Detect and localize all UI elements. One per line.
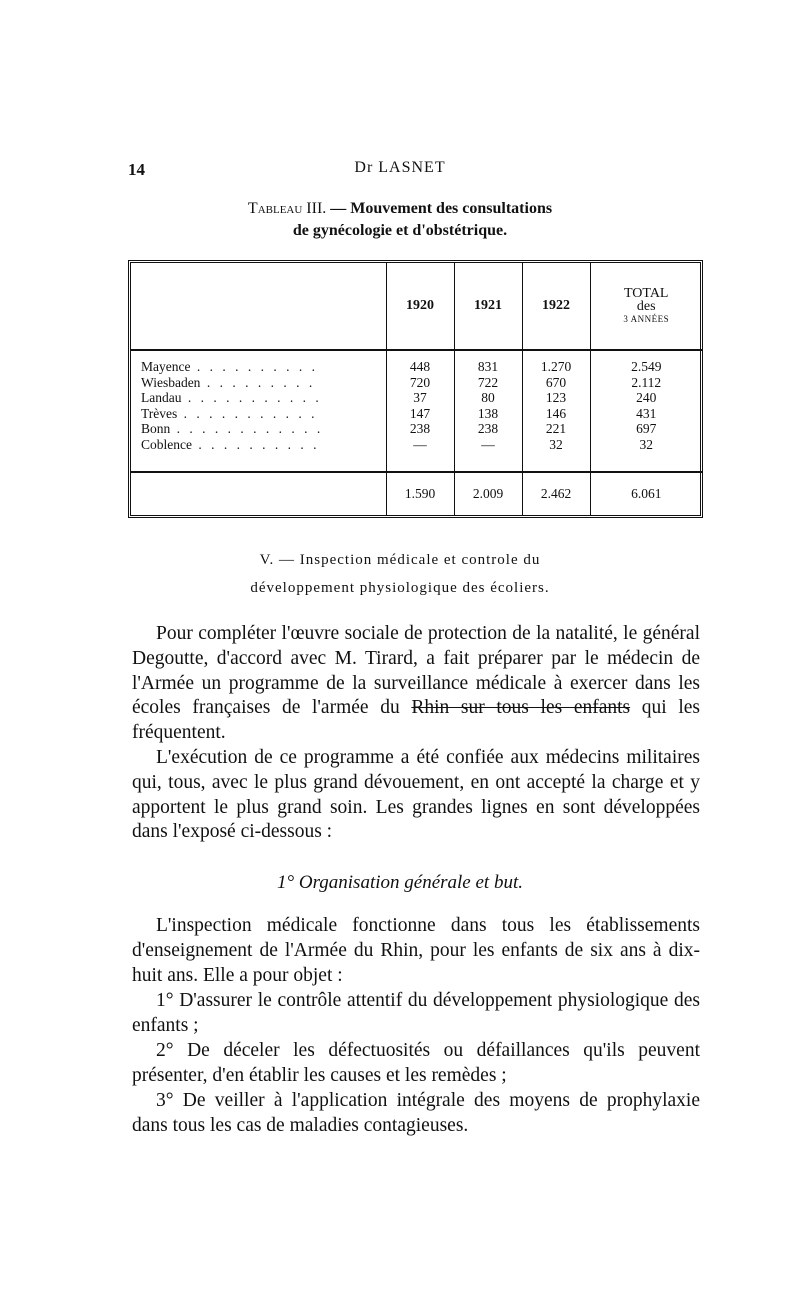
cell-1922: 221: [545, 421, 567, 436]
header-blank-cell: [131, 263, 386, 350]
page-number: 14: [128, 160, 145, 179]
cell-1921: —: [481, 436, 495, 452]
consultations-table: [128, 260, 703, 518]
paragraph-4: 1° D'assurer le contrôle attentif du développement physiologique des enfants ;: [132, 990, 700, 1036]
city-name: Wiesbaden: [141, 374, 201, 390]
cell-1920: 448: [409, 359, 431, 374]
city-name: Bonn: [141, 421, 171, 436]
city-names-column: [131, 350, 386, 472]
paragraph-6: 3° De veiller à l'application intégrale des moyens de prophylaxie dans tous les cas de maladies contagieuses.: [132, 1090, 700, 1136]
header-1920: 1920: [386, 263, 454, 350]
section-title-line1: V. — Inspection médicale et controle du: [259, 552, 541, 568]
header-total-line2: des: [636, 298, 656, 314]
table-caption-subtitle: de gynécologie et d'obstétrique.: [292, 222, 508, 239]
header-total: [590, 263, 702, 350]
table-row: Bonn . . . . . . . . . . . .: [141, 421, 324, 436]
cell-1921: 831: [477, 359, 499, 374]
table-row: Mayence . . . . . . . . . .: [141, 359, 318, 374]
cell-1920: 37: [413, 390, 427, 405]
column-total: [590, 350, 702, 472]
cell-total: 32: [639, 436, 653, 452]
running-head: Dr LASNET: [354, 159, 446, 176]
header-total-line3: 3 ANNÉES: [623, 313, 670, 324]
cell-1921: 138: [477, 405, 499, 421]
paragraph-5: 2° De déceler les défectuosités ou défaillances qu'ils peuvent présenter, d'en établir les causes et les remèdes ;: [132, 1040, 700, 1086]
total-1922: 2.462: [522, 472, 590, 515]
header-1922: 1922: [522, 263, 590, 350]
paragraph-3: L'inspection médicale fonctionne dans tous les établissements d'enseignement de l'Armée du Rhin, pour les enfants de six ans à dix-huit ans. Elle a pour objet :: [132, 915, 700, 986]
cell-1920: —: [413, 436, 427, 452]
total-1920: 1.590: [386, 472, 454, 515]
cell-1921: 80: [481, 390, 495, 405]
paragraph-2: L'exécution de ce programme a été confiée aux médecins militaires qui, tous, avec le plus grand dévouement, en ont accepté la charge et y apportent le plus grand soin. Les grandes lignes en sont développées dans l'exposé ci-dessous :: [132, 747, 700, 843]
cell-total: 2.112: [631, 374, 662, 390]
table-header-row: [131, 263, 702, 350]
city-name: Coblence: [141, 436, 192, 452]
subsection-title: 1° Organisation générale et but.: [277, 872, 523, 893]
cell-1920: 147: [409, 405, 431, 421]
paragraph-1-end: qui les fréquentent.: [132, 697, 700, 744]
city-name: Trèves: [141, 405, 178, 421]
cell-1921: 722: [477, 374, 499, 390]
table-caption-line1: [0, 200, 800, 218]
table-row: Coblence . . . . . . . . . .: [141, 436, 320, 452]
city-name: Landau: [141, 390, 182, 405]
cell-1921: 238: [477, 421, 499, 436]
table-row: Landau . . . . . . . . . . .: [141, 390, 322, 405]
total-all: 6.061: [590, 472, 702, 515]
total-1921: 2.009: [454, 472, 522, 515]
header-1921: 1921: [454, 263, 522, 350]
cell-total: 240: [636, 390, 657, 405]
table-caption-title: — Mouvement des consultations: [330, 200, 553, 217]
cell-total: 697: [636, 421, 657, 436]
table-row: Wiesbaden . . . . . . . . .: [141, 374, 316, 390]
paragraph-1-text: Pour compléter l'œuvre sociale de protection de la natalité, le général Degoutte, d'accord avec M. Tirard, a fait préparer par le médecin de l'Armée un programme de la surveillance médicale à exercer dans les écoles françaises de l'armée du: [132, 623, 700, 719]
table-body-row: [131, 350, 702, 472]
header-total-line1: TOTAL: [623, 285, 669, 301]
cell-1922: 670: [545, 374, 567, 390]
table-totals-row: [131, 472, 702, 515]
table-caption-line2: [0, 222, 800, 240]
totals-blank-cell: [131, 472, 386, 515]
cell-total: 431: [636, 405, 657, 421]
column-1920: [386, 350, 454, 472]
city-name: Mayence: [141, 359, 191, 374]
paragraph-1: [132, 622, 700, 746]
column-1921: [454, 350, 522, 472]
table-row: Trèves . . . . . . . . . . .: [141, 405, 318, 421]
section-title-line2: développement physiologique des écoliers.: [250, 580, 550, 596]
paragraph-1-struck: Rhin sur tous les enfants: [411, 697, 631, 719]
column-1922: [522, 350, 590, 472]
cell-1922: 123: [545, 390, 567, 405]
cell-1920: 238: [409, 421, 431, 436]
cell-1922: 32: [549, 436, 563, 452]
table-caption-prefix: Tableau III.: [247, 200, 327, 217]
cell-1922: 1.270: [540, 359, 572, 374]
cell-1920: 720: [409, 374, 431, 390]
cell-1922: 146: [545, 405, 567, 421]
cell-total: 2.549: [631, 359, 662, 374]
consultations-grid: [131, 263, 702, 515]
